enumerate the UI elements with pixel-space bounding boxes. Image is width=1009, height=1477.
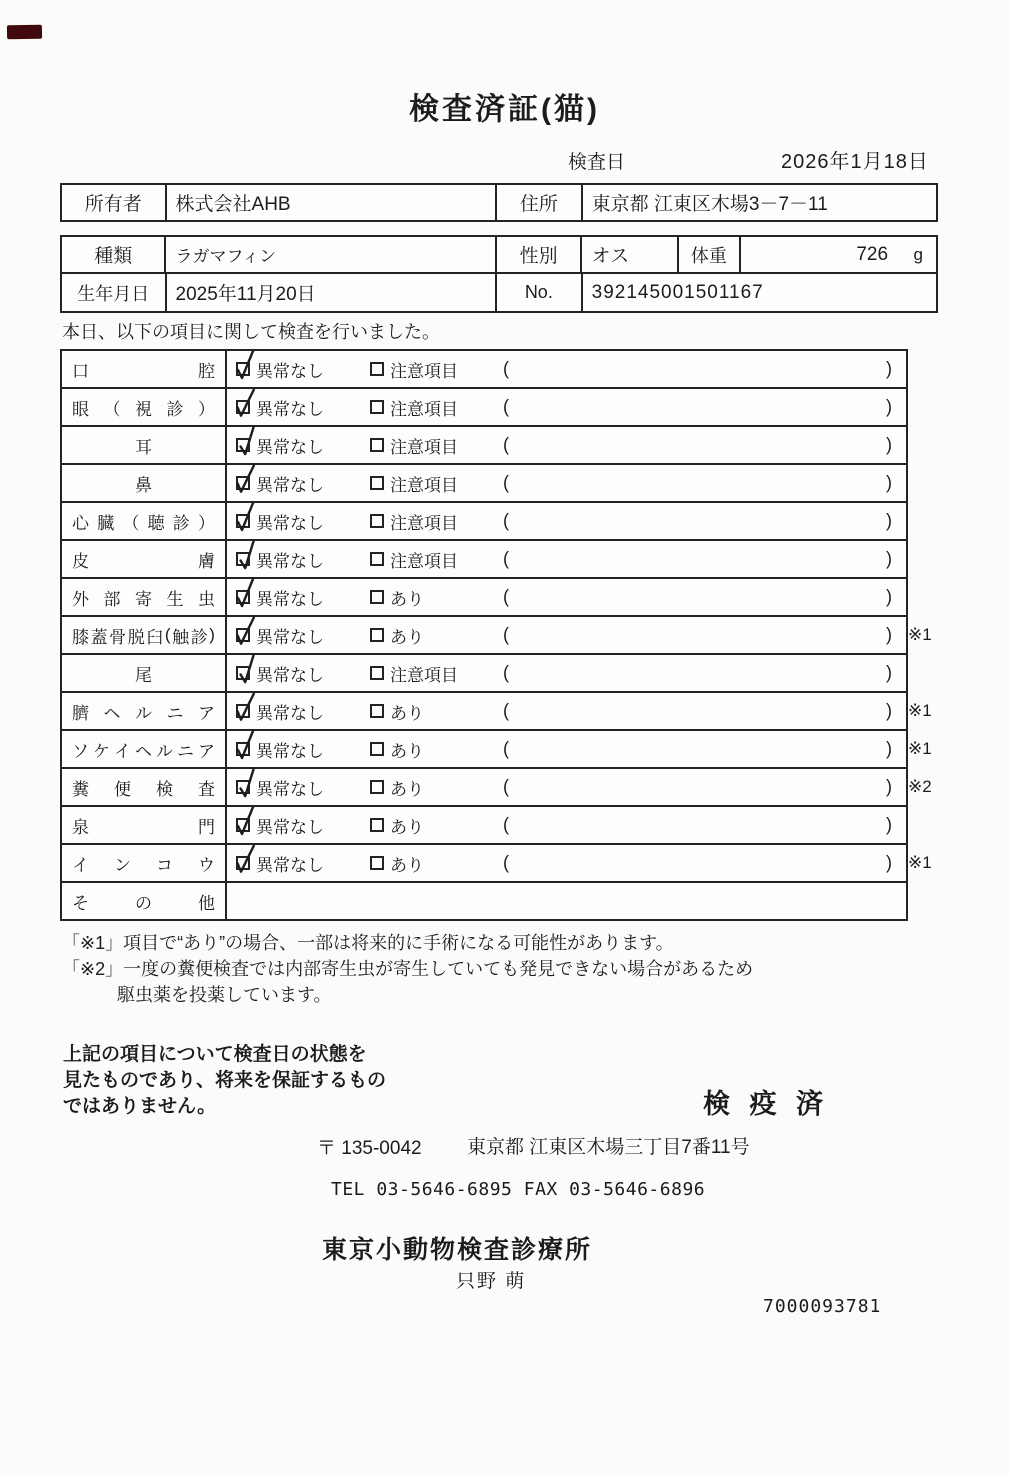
- checkmark-icon: [233, 385, 259, 419]
- exam-date-label: 検査日: [568, 152, 626, 173]
- paren-open: (: [503, 548, 509, 569]
- inspection-row: [62, 427, 906, 465]
- checkbox-normal-label: 異常なし: [256, 817, 324, 837]
- checkbox-secondary-label: あり: [390, 589, 424, 609]
- checkmark-icon: [234, 348, 258, 380]
- sex-label: 性別: [497, 237, 583, 272]
- footnote-2-continued: 駆虫薬を投薬しています。: [117, 985, 332, 1005]
- document-title: 検査済証(猫): [409, 93, 600, 126]
- checkbox-normal-label: 異常なし: [256, 513, 324, 533]
- option-normal: [236, 579, 324, 615]
- checkbox-normal[interactable]: [236, 552, 250, 566]
- pet-table: [60, 235, 938, 313]
- disclaimer-line-1: 上記の項目について検査日の状態を: [63, 1044, 367, 1065]
- checkbox-normal[interactable]: [236, 818, 250, 832]
- checkmark-icon: [235, 765, 262, 799]
- paren-open: (: [503, 776, 509, 797]
- checkbox-secondary-label: あり: [390, 627, 424, 647]
- inspection-row: [62, 769, 932, 807]
- paren-close: ): [886, 776, 892, 797]
- weight-label: 体重: [679, 237, 741, 272]
- sex-value: オス: [582, 237, 679, 272]
- checkbox-normal[interactable]: [236, 742, 250, 756]
- checkbox-secondary[interactable]: [370, 514, 384, 528]
- checkbox-normal[interactable]: [236, 400, 250, 414]
- paren-close: ): [886, 624, 892, 645]
- weight-unit: g: [913, 244, 924, 264]
- option-secondary: [370, 845, 424, 881]
- paren-open: (: [503, 472, 509, 493]
- checkbox-secondary[interactable]: [370, 590, 384, 604]
- clinic-postal-code: 〒 135-0042: [317, 1138, 422, 1159]
- checkbox-normal-label: 異常なし: [256, 361, 324, 381]
- clinic-name: 東京小動物検査診療所: [322, 1236, 593, 1264]
- option-normal: [236, 541, 324, 577]
- checkbox-secondary-label: 注意項目: [390, 475, 458, 495]
- checkbox-normal[interactable]: [236, 856, 250, 870]
- checkmark-icon: [235, 423, 262, 457]
- checkbox-normal[interactable]: [236, 438, 250, 452]
- checkmark-icon: [233, 461, 259, 495]
- option-secondary: [370, 541, 458, 577]
- scan-artifact-mark: [7, 25, 42, 40]
- item-name: 心 臓 （ 聴 診 ）: [62, 503, 227, 539]
- checkbox-normal[interactable]: [236, 514, 250, 528]
- checkbox-normal[interactable]: [236, 476, 250, 490]
- item-name: 外 部 寄 生 虫: [62, 579, 227, 615]
- inspection-row: [62, 883, 906, 919]
- checkmark-icon: [233, 613, 259, 647]
- inspection-row: [62, 845, 932, 883]
- footnote-ref: ※1: [908, 701, 932, 720]
- checkbox-secondary[interactable]: [370, 628, 384, 642]
- checkbox-normal-label: 異常なし: [256, 665, 324, 685]
- item-name: 眼 （ 視 診 ）: [62, 389, 227, 425]
- footnote-ref: ※2: [908, 777, 932, 796]
- checkmark-icon: [235, 651, 262, 685]
- checkbox-secondary-label: 注意項目: [390, 513, 458, 533]
- footnote-1: 「※1」項目で“あり”の場合、一部は将来的に手術になる可能性があります。: [62, 933, 674, 953]
- paren-open: (: [503, 586, 509, 607]
- checkbox-secondary-label: 注意項目: [390, 361, 458, 381]
- inspection-row: [62, 389, 906, 427]
- disclaimer-line-3: ではありません。: [63, 1096, 217, 1117]
- inspection-row: [62, 579, 906, 617]
- footnote-2: 「※2」一度の糞便検査では内部寄生虫が寄生していても発見できない場合があるため: [62, 959, 754, 979]
- option-normal: [236, 503, 324, 539]
- paren-open: (: [503, 662, 509, 683]
- inspection-table: [60, 349, 932, 921]
- checkbox-normal-label: 異常なし: [256, 779, 324, 799]
- checkbox-secondary-label: あり: [390, 817, 424, 837]
- checkmark-icon: [234, 728, 258, 760]
- paren-open: (: [503, 624, 509, 645]
- checkbox-secondary[interactable]: [370, 704, 384, 718]
- item-name: 鼻: [62, 465, 227, 501]
- option-normal: [236, 617, 324, 653]
- checkmark-icon: [235, 537, 262, 571]
- option-secondary: [370, 769, 424, 805]
- breed-label: 種類: [62, 237, 166, 272]
- number-value: 392145001501167: [591, 281, 764, 303]
- paren-close: ): [886, 510, 892, 531]
- item-name: 泉 門: [62, 807, 227, 843]
- option-normal: [236, 465, 324, 501]
- paren-close: ): [886, 852, 892, 873]
- checkbox-secondary[interactable]: [370, 818, 384, 832]
- checkbox-normal-label: 異常なし: [256, 551, 324, 571]
- checkmark-icon: [234, 500, 258, 532]
- item-name: ソ ケ イ ヘ ル ニ ア: [62, 731, 227, 767]
- breed-value: ラガマフィン: [166, 237, 496, 272]
- paren-close: ): [886, 358, 892, 379]
- owner-label: 所有者: [62, 185, 167, 220]
- checkbox-secondary-label: 注意項目: [390, 399, 458, 419]
- item-name: 皮 膚: [62, 541, 227, 577]
- item-name: イ ン コ ウ: [62, 845, 227, 881]
- checkbox-secondary[interactable]: [370, 856, 384, 870]
- quarantine-stamp: 検 疫 済: [703, 1089, 830, 1119]
- item-name: 耳: [62, 427, 227, 463]
- checkbox-secondary[interactable]: [370, 780, 384, 794]
- option-normal: [236, 389, 324, 425]
- checkbox-secondary[interactable]: [370, 438, 384, 452]
- checkbox-secondary[interactable]: [370, 362, 384, 376]
- clinic-address: 東京都 江東区木場三丁目7番11号: [467, 1137, 750, 1158]
- option-normal: [236, 845, 324, 881]
- option-normal: [236, 655, 324, 691]
- option-normal: [236, 427, 324, 463]
- checkbox-normal[interactable]: [236, 780, 250, 794]
- item-name: 糞 便 検 査: [62, 769, 227, 805]
- paren-close: ): [886, 662, 892, 683]
- checkbox-secondary-label: あり: [390, 703, 424, 723]
- inspection-row: [62, 465, 906, 503]
- intro-text: 本日、以下の項目に関して検査を行いました。: [62, 322, 440, 342]
- birthdate-value: 2025年11月20日: [167, 274, 498, 311]
- checkbox-normal-label: 異常なし: [256, 399, 324, 419]
- weight-value: 726: [856, 243, 889, 265]
- checkbox-normal-label: 異常なし: [256, 475, 324, 495]
- paren-close: ): [886, 434, 892, 455]
- paren-open: (: [503, 358, 509, 379]
- item-name: そ の 他: [62, 883, 227, 919]
- checkbox-secondary-label: 注意項目: [390, 665, 458, 685]
- item-name: 口 腔: [62, 351, 227, 387]
- checkbox-normal-label: 異常なし: [256, 437, 324, 457]
- birthdate-label: 生年月日: [62, 274, 167, 311]
- option-secondary: [370, 427, 458, 463]
- inspection-row: [62, 617, 932, 655]
- checkbox-normal[interactable]: [236, 704, 250, 718]
- option-secondary: [370, 503, 458, 539]
- checkbox-normal[interactable]: [236, 362, 250, 376]
- paren-close: ): [886, 548, 892, 569]
- paren-close: ): [886, 814, 892, 835]
- checkbox-secondary-label: あり: [390, 855, 424, 875]
- option-secondary: [370, 617, 424, 653]
- checkbox-secondary-label: あり: [390, 741, 424, 761]
- checkbox-normal-label: 異常なし: [256, 703, 324, 723]
- checkmark-icon: [234, 804, 258, 836]
- inspection-row: [62, 541, 906, 579]
- option-normal: [236, 351, 324, 387]
- item-name: 膝 蓋 骨 脱 臼 ( 触 診 ): [62, 617, 227, 653]
- footnote-ref: ※1: [908, 853, 932, 872]
- item-name: 臍 ヘ ル ニ ア: [62, 693, 227, 729]
- checkbox-normal[interactable]: [236, 590, 250, 604]
- paren-open: (: [503, 700, 509, 721]
- option-secondary: [370, 465, 458, 501]
- checkbox-normal[interactable]: [236, 628, 250, 642]
- paren-close: ): [886, 586, 892, 607]
- inspection-row: [62, 503, 906, 541]
- checkmark-icon: [233, 841, 259, 875]
- checkbox-normal-label: 異常なし: [256, 741, 324, 761]
- option-secondary: [370, 693, 424, 729]
- address-value: 東京都 江東区木場3－7－11: [591, 194, 828, 215]
- paren-open: (: [503, 434, 509, 455]
- inspection-row: [62, 731, 932, 769]
- inspection-row: [62, 807, 906, 845]
- checkbox-secondary[interactable]: [370, 552, 384, 566]
- checkbox-secondary-label: 注意項目: [390, 437, 458, 457]
- option-secondary: [370, 731, 424, 767]
- option-normal: [236, 807, 324, 843]
- option-secondary: [370, 351, 458, 387]
- option-secondary: [370, 655, 458, 691]
- paren-open: (: [503, 510, 509, 531]
- veterinarian-name: 只野 萌: [456, 1271, 527, 1292]
- checkbox-normal[interactable]: [236, 666, 250, 680]
- footnote-ref: ※1: [908, 625, 932, 644]
- checkbox-secondary[interactable]: [370, 400, 384, 414]
- paren-close: ): [886, 738, 892, 759]
- inspection-row: [62, 351, 906, 389]
- checkbox-secondary[interactable]: [370, 476, 384, 490]
- paren-open: (: [503, 738, 509, 759]
- clinic-tel-fax: TEL 03-5646-6895 FAX 03-5646-6896: [331, 1179, 706, 1200]
- checkbox-secondary[interactable]: [370, 666, 384, 680]
- owner-value: 株式会社AHB: [167, 185, 498, 220]
- inspection-row: [62, 693, 932, 731]
- option-secondary: [370, 807, 424, 843]
- paren-open: (: [503, 814, 509, 835]
- paren-close: ): [886, 700, 892, 721]
- address-label: 住所: [497, 185, 583, 220]
- checkbox-secondary-label: あり: [390, 779, 424, 799]
- footnote-ref: ※1: [908, 739, 932, 758]
- document-code: 7000093781: [763, 1296, 882, 1317]
- checkmark-icon: [234, 576, 258, 608]
- paren-close: ): [886, 396, 892, 417]
- checkbox-secondary-label: 注意項目: [390, 551, 458, 571]
- paren-open: (: [503, 396, 509, 417]
- option-normal: [236, 731, 324, 767]
- checkbox-normal-label: 異常なし: [256, 855, 324, 875]
- option-secondary: [370, 389, 458, 425]
- item-name: 尾: [62, 655, 227, 691]
- owner-table: [60, 183, 938, 222]
- inspection-row: [62, 655, 906, 693]
- number-label: No.: [497, 274, 583, 311]
- exam-date-value: 2026年1月18日: [781, 151, 929, 173]
- option-normal: [236, 769, 324, 805]
- option-normal: [236, 693, 324, 729]
- checkbox-normal-label: 異常なし: [256, 627, 324, 647]
- paren-close: ): [886, 472, 892, 493]
- weight-value-cell: [741, 237, 936, 272]
- disclaimer-line-2: 見たものであり、将来を保証するもの: [63, 1070, 387, 1091]
- paren-open: (: [503, 852, 509, 873]
- option-secondary: [370, 579, 424, 615]
- checkmark-icon: [233, 689, 259, 723]
- checkbox-normal-label: 異常なし: [256, 589, 324, 609]
- checkbox-secondary[interactable]: [370, 742, 384, 756]
